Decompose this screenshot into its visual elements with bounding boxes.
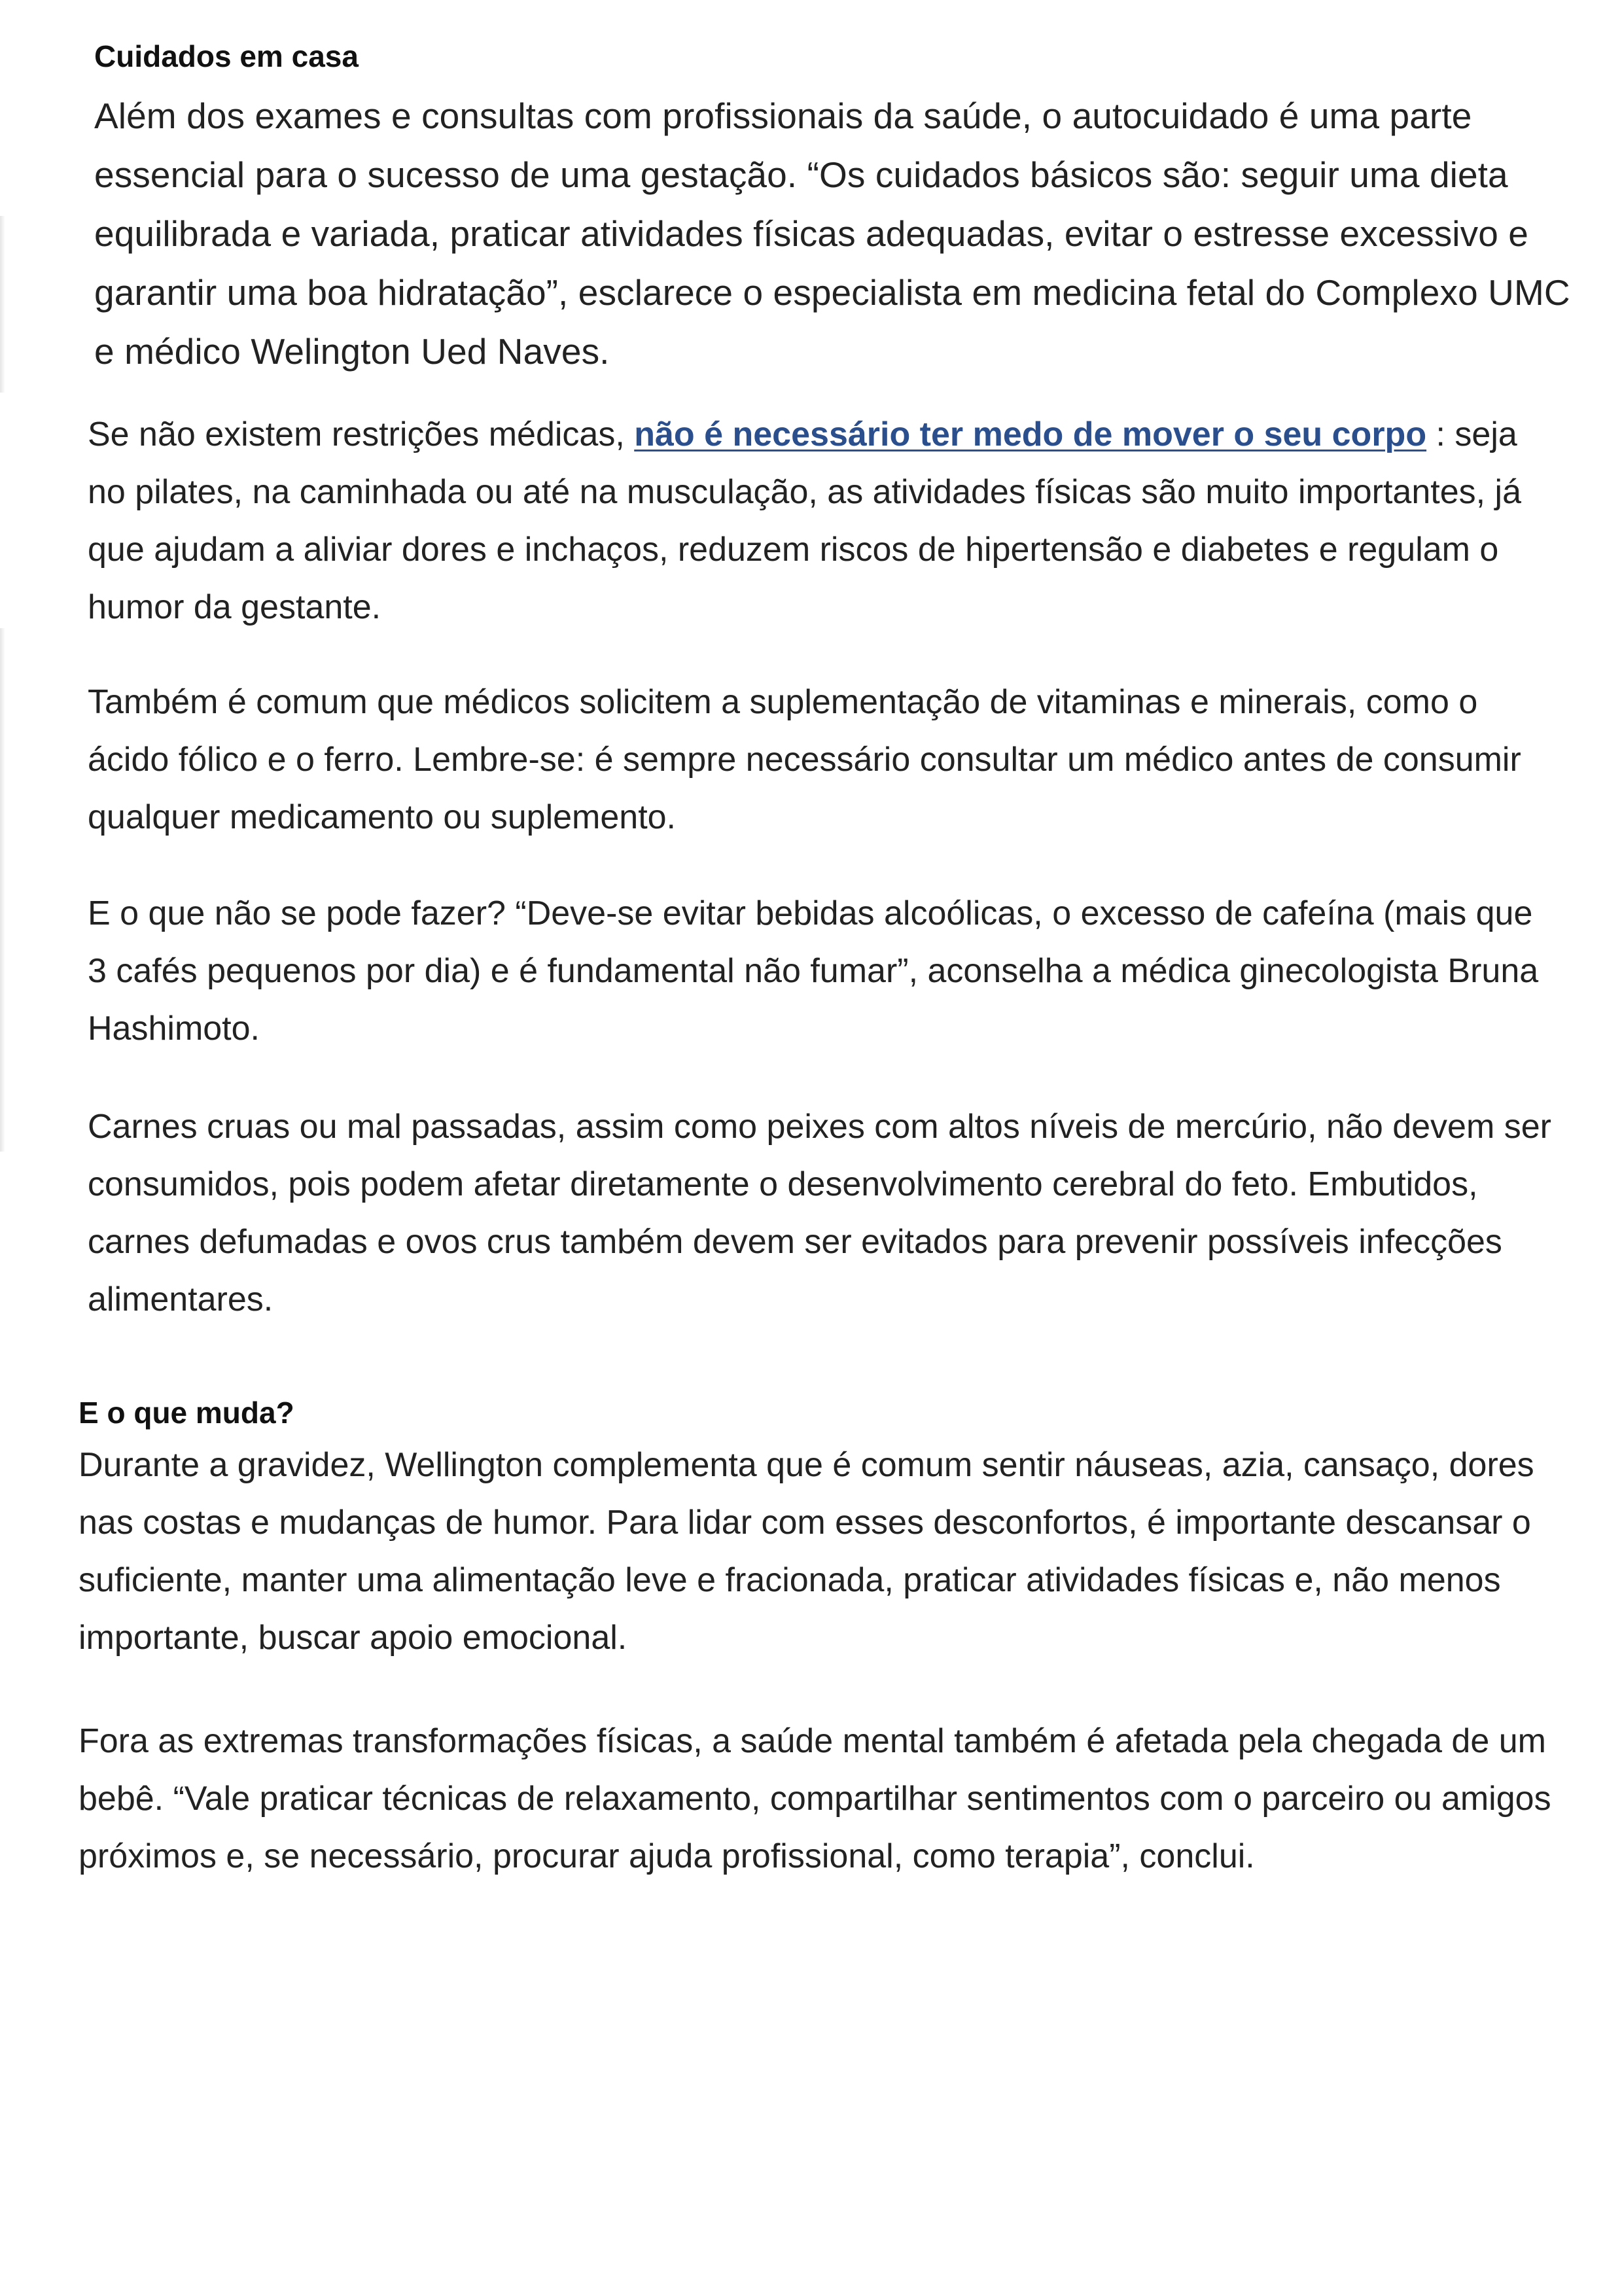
paragraph-food-restrictions: Carnes cruas ou mal passadas, assim como peixes com altos níveis de mercúrio, não devem ser consumidos, pois podem afetar diretamente o desenvolvimento cerebral do feto. Embutidos, carnes defumadas e ovos crus também devem ser evitados para prevenir possíveis infecções alimentares. bbox=[88, 1108, 1551, 1318]
section-title-o-que-muda: E o que muda? bbox=[79, 1396, 294, 1430]
paragraph-text: : seja no pilates, na caminhada ou até na musculação, as atividades físicas são muito importantes, já que ajudam a aliviar dores e inchaços, reduzem riscos de hipertensão e diabetes e regulam o humor da gestante. bbox=[88, 415, 1522, 626]
paragraph-physical-activity bbox=[88, 406, 1557, 636]
left-edge-shadow bbox=[0, 628, 5, 1152]
left-edge-shadow bbox=[0, 216, 5, 393]
body-movement-link[interactable]: não é necessário ter medo de mover o seu corpo bbox=[634, 415, 1427, 453]
section-title-cuidados: Cuidados em casa bbox=[94, 39, 359, 73]
paragraph-symptoms: Durante a gravidez, Wellington complementa que é comum sentir náuseas, azia, cansaço, dores nas costas e mudanças de humor. Para lidar com esses desconfortos, é importante descansar o suficiente, manter uma alimentação leve e fracionada, praticar atividades físicas e, não menos importante, buscar apoio emocional. bbox=[79, 1446, 1534, 1657]
intro-paragraph: Além dos exames e consultas com profissionais da saúde, o autocuidado é uma parte essencial para o sucesso de uma gestação. “Os cuidados básicos são: seguir uma dieta equilibrada e variada, praticar atividades físicas adequadas, evitar o estresse excessivo e garantir uma boa hidratação”, esclarece o especialista em medicina fetal do Complexo UMC e médico Welington Ued Naves. bbox=[94, 96, 1570, 372]
paragraph-what-not-to-do: E o que não se pode fazer? “Deve-se evitar bebidas alcoólicas, o excesso de cafeína (mais que 3 cafés pequenos por dia) e é fundamental não fumar”, aconselha a médica ginecologista Bruna Hashimoto. bbox=[88, 894, 1539, 1048]
paragraph-supplements: Também é comum que médicos solicitem a suplementação de vitaminas e minerais, como o ácido fólico e o ferro. Lembre-se: é sempre necessário consultar um médico antes de consumir qualquer medicamento ou suplemento. bbox=[88, 683, 1521, 836]
paragraph-text: Se não existem restrições médicas, bbox=[88, 415, 635, 453]
paragraph-mental-health: Fora as extremas transformações físicas, a saúde mental também é afetada pela chegada de um bebê. “Vale praticar técnicas de relaxamento, compartilhar sentimentos com o parceiro ou amigos próximos e, se necessário, procurar ajuda profissional, como terapia”, conclui. bbox=[79, 1722, 1551, 1875]
